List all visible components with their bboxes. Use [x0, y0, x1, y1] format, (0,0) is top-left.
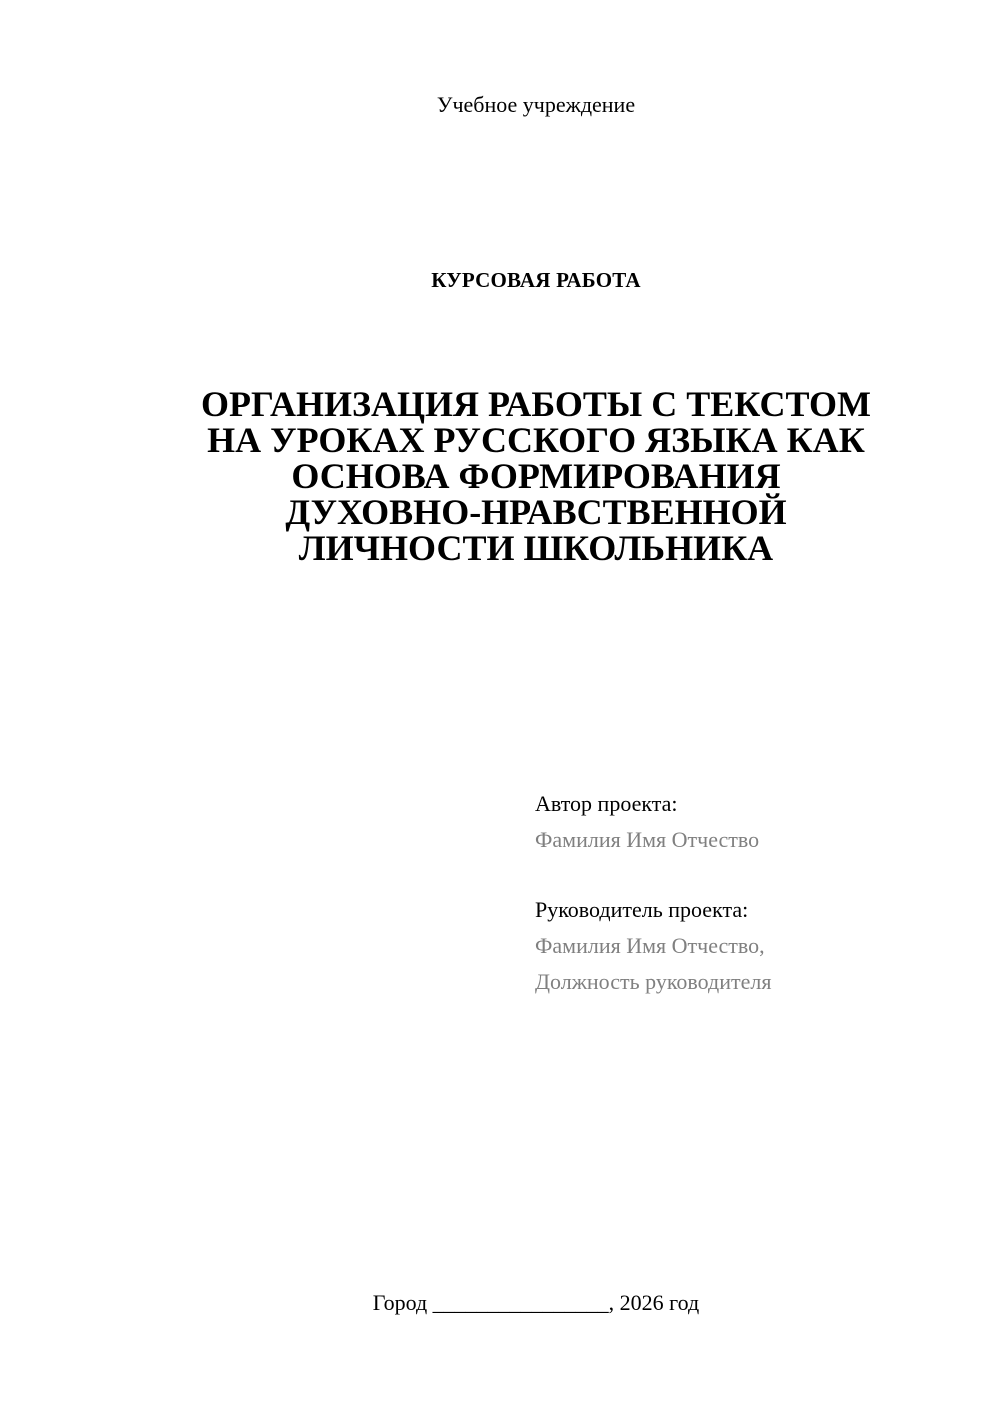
title-line: ДУХОВНО-НРАВСТВЕННОЙ — [285, 492, 787, 532]
work-type-heading: КУРСОВАЯ РАБОТА — [431, 268, 641, 292]
city-year-line: Город ________________, 2026 год — [372, 1290, 700, 1315]
supervisor-position: Должность руководителя — [535, 969, 772, 994]
title-line: НА УРОКАХ РУССКОГО ЯЗЫКА КАК — [207, 420, 865, 460]
author-label: Автор проекта: — [535, 791, 678, 816]
supervisor-name: Фамилия Имя Отчество, — [535, 933, 765, 958]
title-line: ОСНОВА ФОРМИРОВАНИЯ — [291, 456, 781, 496]
title-line: ЛИЧНОСТИ ШКОЛЬНИКА — [298, 528, 774, 568]
document-title — [150, 386, 922, 566]
supervisor-block — [535, 892, 771, 1000]
institution-name: Учебное учреждение — [436, 92, 636, 117]
author-name: Фамилия Имя Отчество — [535, 827, 760, 852]
title-line: ОРГАНИЗАЦИЯ РАБОТЫ С ТЕКСТОМ — [200, 384, 872, 424]
author-block — [535, 786, 759, 858]
supervisor-label: Руководитель проекта: — [535, 897, 749, 922]
